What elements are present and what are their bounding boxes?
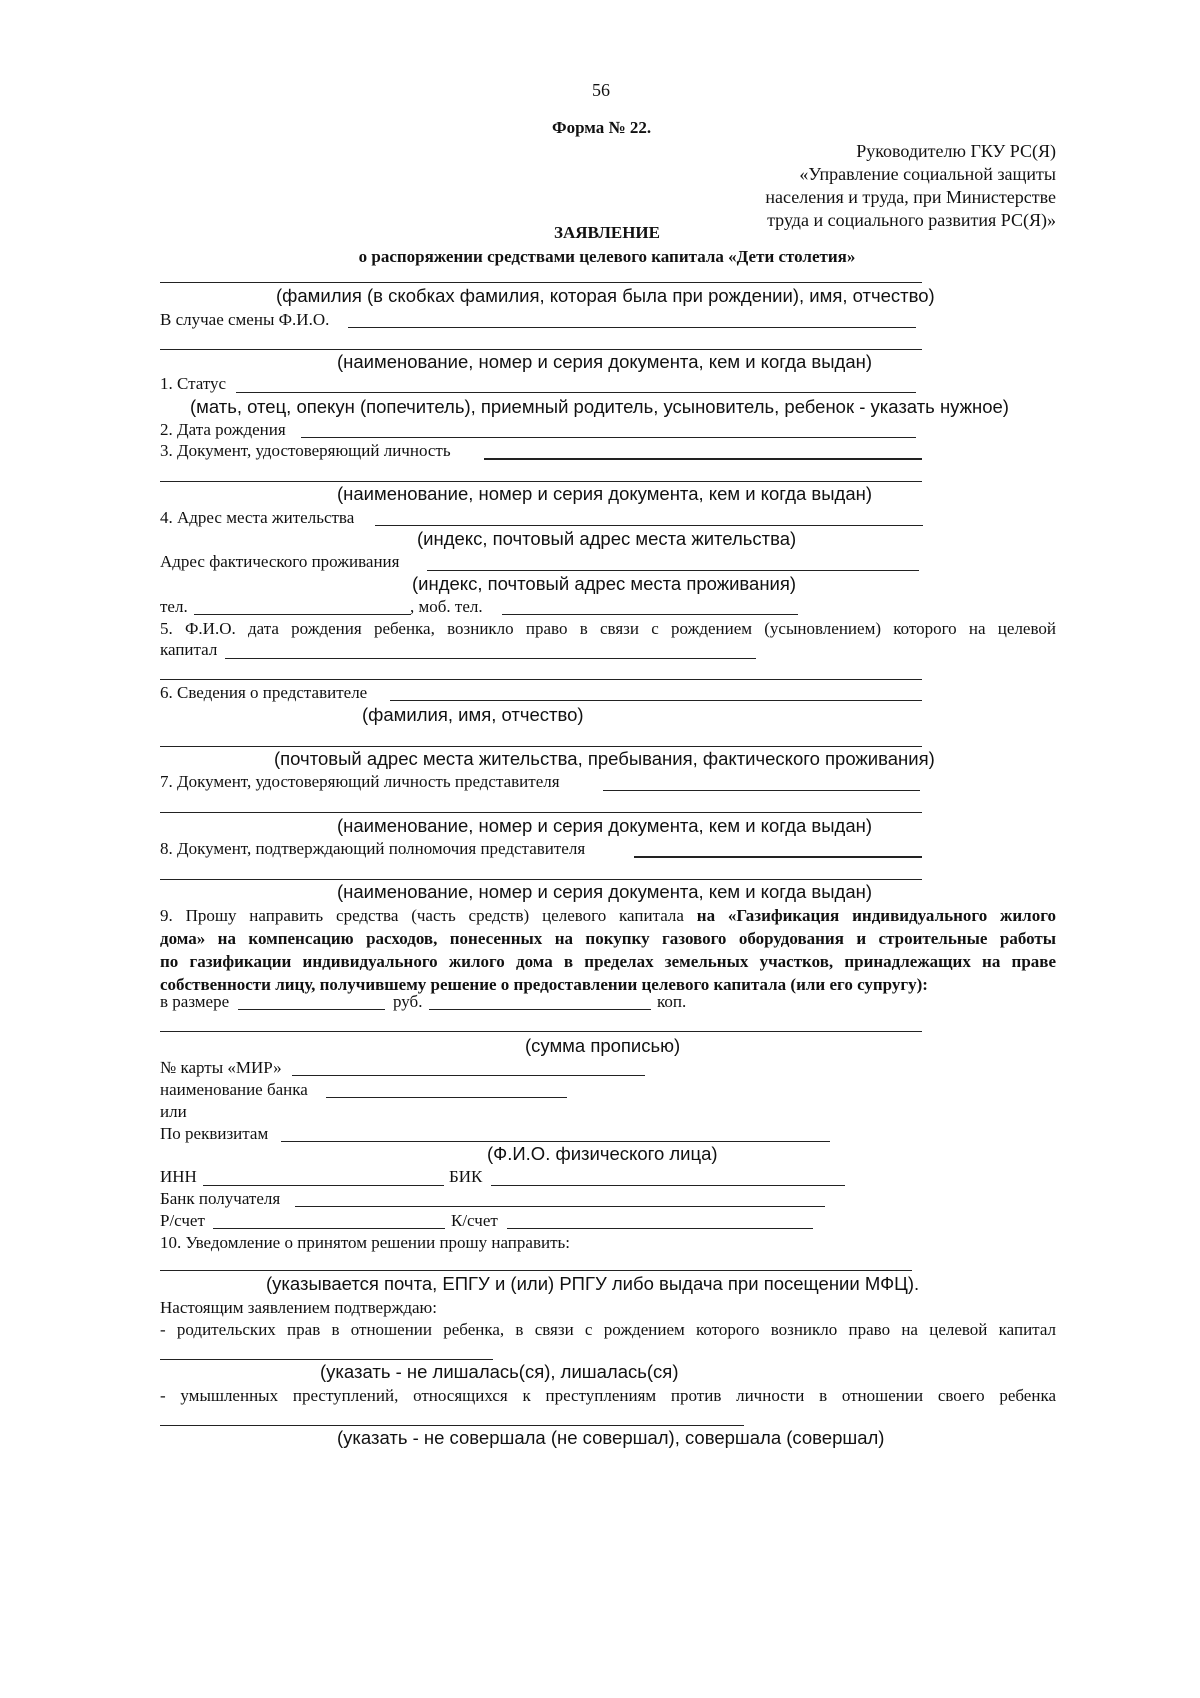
reg-address-hint: (индекс, почтовый адрес места жительства) <box>417 528 797 549</box>
mobile-field[interactable] <box>502 614 798 615</box>
notify-label: 10. Уведомление о принятом решении прошу направить: <box>160 1233 570 1252</box>
crimes-text: - умышленных преступлений, относящихся к преступлениям против личности в отношении своего ребенка <box>160 1386 1056 1405</box>
reg-address-field[interactable] <box>375 525 923 526</box>
bik-label: БИК <box>449 1167 483 1186</box>
inn-label: ИНН <box>160 1167 197 1186</box>
rep-authority-field[interactable] <box>634 856 922 858</box>
rights-line[interactable] <box>160 1359 493 1360</box>
fact-address-hint: (индекс, почтовый адрес места проживания) <box>412 573 797 594</box>
inn-field[interactable] <box>203 1185 444 1186</box>
name-change-label: В случае смены Ф.И.О. <box>160 310 330 329</box>
mir-card-label: № карты «МИР» <box>160 1058 282 1077</box>
addressee-line-1: Руководителю ГКУ РС(Я) <box>856 141 1056 161</box>
account-field[interactable] <box>213 1228 445 1229</box>
notify-line[interactable] <box>160 1270 912 1271</box>
rep-doc-line-2[interactable] <box>160 812 922 813</box>
rep-address-line[interactable] <box>160 746 922 747</box>
person-fio-hint: (Ф.И.О. физического лица) <box>487 1143 718 1164</box>
rep-authority-label: 8. Документ, подтверждающий полномочия представителя <box>160 839 586 858</box>
form-number: Форма № 22. <box>552 118 652 137</box>
page-number: 56 <box>592 80 610 100</box>
corr-account-label: К/счет <box>451 1211 498 1230</box>
id-doc-label: 3. Документ, удостоверяющий личность <box>160 441 451 460</box>
birth-date-label: 2. Дата рождения <box>160 420 286 439</box>
addressee-line-3: населения и труда, при Министерстве <box>765 187 1056 207</box>
bank-recipient-label: Банк получателя <box>160 1189 281 1208</box>
fio-line[interactable] <box>160 282 922 283</box>
rep-fio-hint: (фамилия, имя, отчество) <box>362 704 584 725</box>
name-change-doc-line[interactable] <box>160 349 922 350</box>
addressee-line-4: труда и социального развития РС(Я)» <box>767 210 1056 230</box>
child-info-line-2: капитал <box>160 640 218 659</box>
item9-line-2: дома» на компенсацию расходов, понесенных на покупку газового оборудования и строительные работы <box>160 929 1056 948</box>
birth-date-field[interactable] <box>301 437 916 438</box>
child-info-line-1: 5. Ф.И.О. дата рождения ребенка, возникло право в связи с рождением (усыновлением) которого на целевой <box>160 619 1056 638</box>
id-doc-line-2[interactable] <box>160 481 922 482</box>
item9-line-1 <box>160 904 1056 927</box>
confirm-label: Настоящим заявлением подтверждаю: <box>160 1298 437 1317</box>
rights-hint: (указать - не лишалась(ся), лишалась(ся) <box>320 1361 679 1382</box>
doc4-hint: (наименование, номер и серия документа, кем и когда выдан) <box>337 881 873 902</box>
fact-address-label: Адрес фактического проживания <box>160 552 400 571</box>
fio-hint: (фамилия (в скобках фамилия, которая была при рождении), имя, отчество) <box>276 285 935 306</box>
crimes-line[interactable] <box>160 1425 744 1426</box>
rep-address-hint: (почтовый адрес места жительства, пребывания, фактического проживания) <box>274 748 935 769</box>
child-info-extra-line[interactable] <box>160 679 922 680</box>
status-hint: (мать, отец, опекун (попечитель), приемный родитель, усыновитель, ребенок - указать нужное) <box>190 396 1009 417</box>
item9-bold-text-1: на «Газификация индивидуального жилого <box>696 906 1057 925</box>
rub-label: руб. <box>393 992 423 1011</box>
rep-doc-field[interactable] <box>603 790 920 791</box>
amount-kop-field[interactable] <box>429 1009 651 1010</box>
name-change-field[interactable] <box>348 327 916 328</box>
rep-authority-line-2[interactable] <box>160 879 922 880</box>
bik-field[interactable] <box>491 1185 845 1186</box>
rep-info-label: 6. Сведения о представителе <box>160 683 368 702</box>
mir-card-field[interactable] <box>292 1075 645 1076</box>
amount-rub-field[interactable] <box>238 1009 385 1010</box>
amount-label: в размере <box>160 992 230 1011</box>
phone-label: тел. <box>160 597 188 616</box>
doc3-hint: (наименование, номер и серия документа, кем и когда выдан) <box>337 815 873 836</box>
fact-address-field[interactable] <box>427 570 919 571</box>
account-label: Р/счет <box>160 1211 205 1230</box>
requisites-field[interactable] <box>281 1141 830 1142</box>
doc2-hint: (наименование, номер и серия документа, кем и когда выдан) <box>337 483 873 504</box>
rep-info-field[interactable] <box>390 700 922 701</box>
phone-field[interactable] <box>194 614 411 615</box>
or-label: или <box>160 1102 187 1121</box>
kop-label: коп. <box>657 992 687 1011</box>
corr-account-field[interactable] <box>507 1228 813 1229</box>
item9-start-text: 9. Прошу направить средства (часть средств) целевого капитала <box>160 906 697 925</box>
sum-words-hint: (сумма прописью) <box>525 1035 681 1056</box>
bank-name-label: наименование банка <box>160 1080 308 1099</box>
requisites-label: По реквизитам <box>160 1124 269 1143</box>
crimes-hint: (указать - не совершала (не совершал), совершала (совершал) <box>337 1427 885 1448</box>
bank-recipient-field[interactable] <box>295 1206 825 1207</box>
item9-line-3: по газификации индивидуального жилого дома в пределах земельных участков, принадлежащих на праве <box>160 952 1056 971</box>
reg-address-label: 4. Адрес места жительства <box>160 508 355 527</box>
document-subtitle: о распоряжении средствами целевого капитала «Дети столетия» <box>358 247 856 266</box>
item9-line-4: собственности лицу, получившему решение о предоставлении целевого капитала (или его супругу): <box>160 975 928 994</box>
addressee-line-2: «Управление социальной защиты <box>799 164 1056 184</box>
rep-doc-label: 7. Документ, удостоверяющий личность представителя <box>160 772 560 791</box>
mobile-label: , моб. тел. <box>410 597 483 616</box>
status-field[interactable] <box>236 392 916 393</box>
bank-name-field[interactable] <box>326 1097 567 1098</box>
id-doc-field[interactable] <box>484 458 922 460</box>
rights-text: - родительских прав в отношении ребенка, в связи с рождением которого возникло право на целевой капитал <box>160 1320 1056 1339</box>
doc1-hint: (наименование, номер и серия документа, кем и когда выдан) <box>337 351 873 372</box>
document-title: ЗАЯВЛЕНИЕ <box>553 223 660 242</box>
child-info-field[interactable] <box>225 658 756 659</box>
notify-hint: (указывается почта, ЕПГУ и (или) РПГУ либо выдача при посещении МФЦ). <box>266 1273 920 1294</box>
sum-words-line[interactable] <box>160 1031 922 1032</box>
status-label: 1. Статус <box>160 374 227 393</box>
